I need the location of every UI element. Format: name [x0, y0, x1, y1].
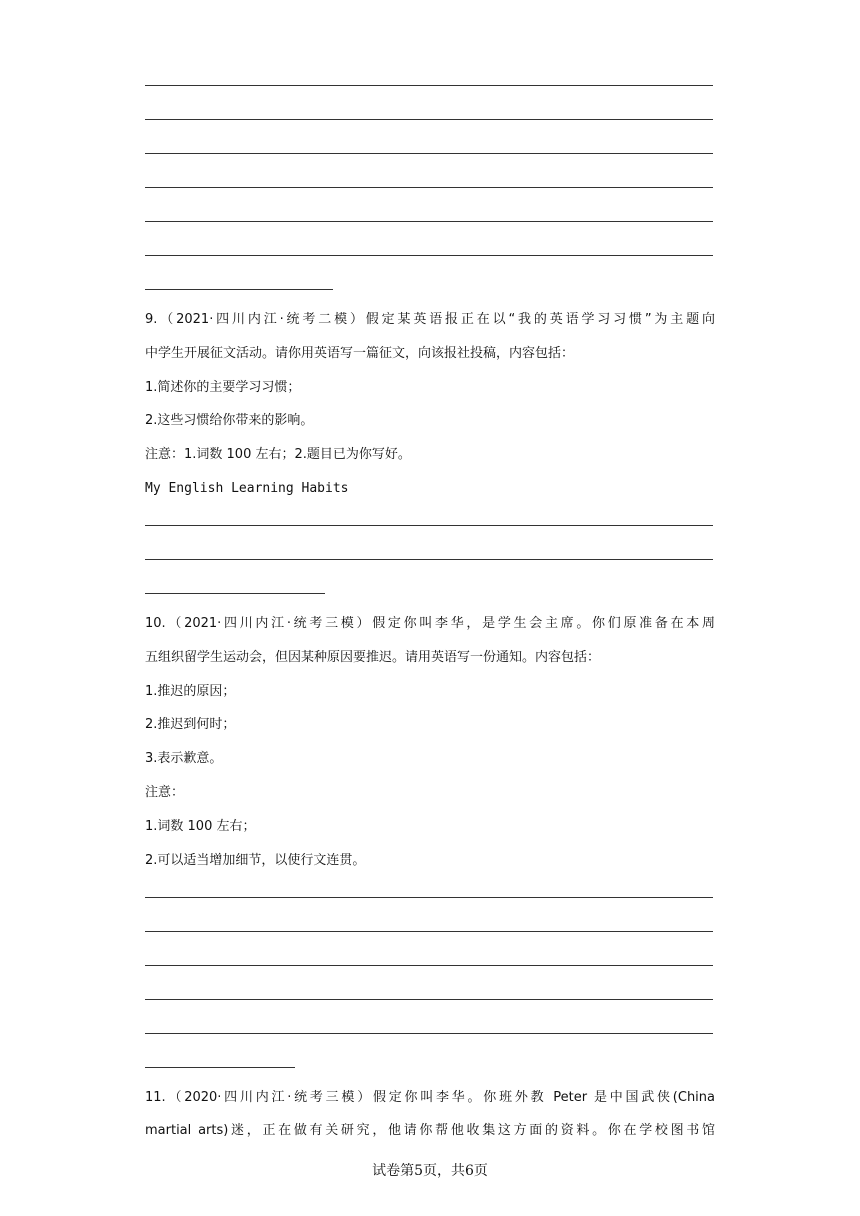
answer-line [145, 255, 713, 256]
page-footer: 试卷第5页，共6页 [372, 1163, 488, 1179]
q10-note1: 1.词数 100 左右； [145, 819, 256, 834]
answer-line [145, 85, 713, 86]
q10-item2: 2.推迟到何时； [145, 717, 236, 732]
q10-stem-line2: 五组织留学生运动会，但因某种原因要推迟。请用英语写一份通知。内容包括： [145, 650, 601, 665]
q9-stem-line1: 9.（2021·四川内江·统考二模）假定某英语报正在以“我的英语学习习惯”为主题向 [145, 312, 715, 327]
answer-line-short [145, 289, 333, 290]
q10-stem-line1: 10.（2021·四川内江·统考三模）假定你叫李华，是学生会主席。你们原准备在本周 [145, 616, 715, 631]
answer-line-short [145, 593, 325, 594]
answer-line [145, 119, 713, 120]
q11-stem-line1: 11.（2020·四川内江·统考三模）假定你叫李华。你班外教 Peter 是中国武侠(China [145, 1090, 715, 1105]
answer-line [145, 153, 713, 154]
q9-stem-line2: 中学生开展征文活动。请你用英语写一篇征文，向该报社投稿，内容包括： [145, 346, 575, 361]
answer-line [145, 931, 713, 932]
answer-line [145, 1033, 713, 1034]
answer-line [145, 965, 713, 966]
answer-line [145, 999, 713, 1000]
q10-note2: 2.可以适当增加细节，以使行文连贯。 [145, 853, 366, 868]
answer-line [145, 525, 713, 526]
answer-line [145, 559, 713, 560]
q9-item2: 2.这些习惯给你带来的影响。 [145, 413, 314, 428]
answer-line [145, 221, 713, 222]
q10-item1: 1.推迟的原因； [145, 684, 236, 699]
q9-essay-title: My English Learning Habits [145, 481, 349, 496]
q10-item3: 3.表示歉意。 [145, 751, 223, 766]
q9-note: 注意：1.词数 100 左右；2.题目已为你写好。 [145, 447, 411, 462]
answer-line [145, 897, 713, 898]
answer-line-short [145, 1067, 295, 1068]
q11-stem-line2: martial arts)迷，正在做有关研究，他请你帮他收集这方面的资料。你在学校图书馆 [145, 1123, 715, 1138]
q9-item1: 1.简述你的主要学习习惯； [145, 380, 301, 395]
q10-note-label: 注意： [145, 785, 185, 800]
answer-line [145, 187, 713, 188]
